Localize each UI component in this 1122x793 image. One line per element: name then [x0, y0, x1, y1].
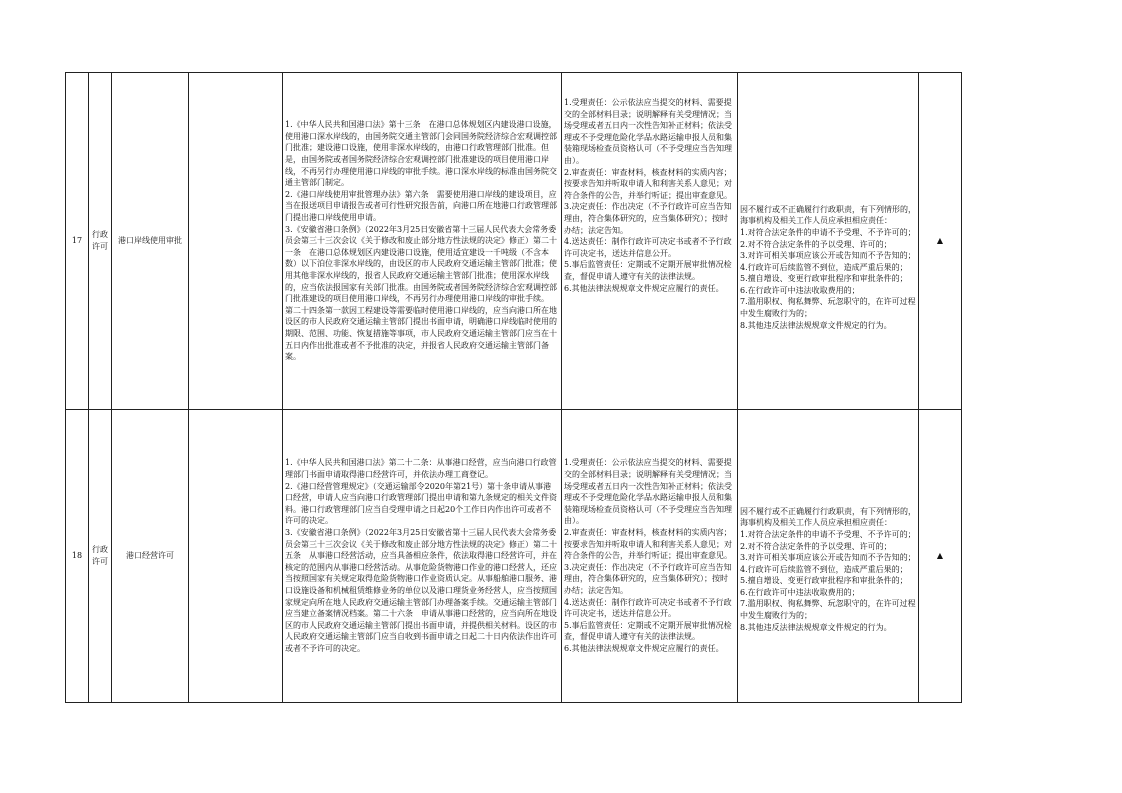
liability-item: 4.行政许可后续监管不到位，造成严重后果的； — [740, 564, 908, 574]
duty-item: 2.审查责任：审查材料，核查材料的实质内容；按要求告知并听取申请人和利害关系人意见；对符合条件的公告，并举行听证；提出审查意见。 — [564, 528, 732, 561]
liability-item: 6.在行政许可中违法收取费用的； — [740, 285, 860, 295]
duty-item: 3.决定责任：作出决定（不予行政许可应当告知理由，符合集体研究的，应当集体研究）；按时办结；法定告知。 — [564, 562, 732, 595]
liability-item: 6.在行政许可中违法收取费用的； — [740, 587, 860, 597]
duty-item: 4.送达责任：制作行政许可决定书或者不予行政许可决定书，送达并信息公开。 — [564, 597, 732, 619]
duty-item: 6.其他法律法规规章文件规定应履行的责任。 — [564, 643, 724, 653]
liability-cell — [738, 73, 919, 410]
liability-item: 1.对符合法定条件的申请不予受理、不予许可的； — [740, 227, 916, 237]
liability-item: 2.对不符合法定条件的予以受理、许可的； — [740, 239, 892, 249]
duty-cell — [562, 73, 738, 410]
table-row — [66, 73, 962, 410]
liability-item: 因不履行或不正确履行行政职责，有下列情形的，海事机构及相关工作人员应承担相应责任： — [740, 506, 916, 528]
duty-item: 1.受理责任：公示依法应当提交的材料、需要提交的全部材料目录；说明解释有关受理情况；当场受理或者五日内一次性告知补正材料；依法受理或不予受理危险化学品水路运输申报人员和集装箱现场检查员资格认可（不予受理应当告知理由）。 — [564, 458, 732, 526]
row-category: 行政许可 — [89, 410, 112, 703]
duty-item: 3.决定责任：作出决定（不予行政许可应当告知理由，符合集体研究的，应当集体研究）；按时办结；法定告知。 — [564, 202, 732, 235]
triangle-mark-icon: ▲ — [919, 410, 962, 703]
liability-item: 2.对不符合法定条件的予以受理、许可的； — [740, 541, 892, 551]
legal-basis-item: 3.《安徽省港口条例》（2022年3月25日安徽省第十三届人民代表大会常务委员会第三十三次会议《关于修改和废止部分地方性法规的决定》修正）第二十五条 从事港口经营活动，应当具备相应条件，依法取得港口经营许可，并在核定的范围内从事港口经营活动。从事危险货物港口作业的港口经营人，还应当按照国家有关规定取得危险货物港口作业资质认定。从事船舶港口服务、港口设施设备和机械租赁维修业务的单位以及港口理货业务经营人，应当按照国家规定向所在地人民政府交通运输主管部门办理备案手续。交通运输主管部门应当建立备案情况档案。第二十六条 申请从事港口经营的，应当向所在地设区的市人民政府交通运输主管部门提出书面申请，并提供相关材料。设区的市人民政府交通运输主管部门应当自收到书面申请之日起二十日内依法作出许可或者不予许可的决定。 — [285, 528, 557, 653]
legal-basis-item: 2.《港口经营管理规定》（交通运输部令2020年第21号）第十条申请从事港口经营，申请人应当向港口行政管理部门提出申请和第九条规定的相关文件资料。港口行政管理部门应当自受理申请之日起20个工作日内作出许可或者不许可的决定。 — [285, 481, 557, 526]
duty-item: 5.事后监管责任：定期或不定期开展审批情况检查，督促申请人遵守有关的法律法规。 — [564, 260, 732, 281]
liability-cell — [738, 410, 919, 703]
empty-cell — [189, 73, 283, 410]
liability-item: 5.擅自增设、变更行政审批程序和审批条件的； — [740, 576, 908, 586]
row-index: 18 — [66, 410, 89, 703]
liability-item: 3.对许可相关事项应该公开或告知而不予告知的； — [740, 251, 916, 261]
duty-item: 6.其他法律法规规章文件规定应履行的责任。 — [564, 283, 724, 293]
item-name: 港口经营许可 — [112, 410, 189, 703]
duty-cell — [562, 410, 738, 703]
liability-item: 8.其他违反法律法规规章文件规定的行为。 — [740, 622, 892, 632]
legal-basis-item: 1.《中华人民共和国港口法》第二十二条：从事港口经营，应当向港口行政管理部门书面申请取得港口经营许可，并依法办理工商登记。 — [285, 458, 557, 480]
responsibility-table — [65, 72, 962, 703]
liability-item: 4.行政许可后续监管不到位，造成严重后果的； — [740, 262, 908, 272]
liability-item: 1.对符合法定条件的申请不予受理、不予许可的； — [740, 529, 916, 539]
row-index: 17 — [66, 73, 89, 410]
duty-item: 1.受理责任：公示依法应当提交的材料、需要提交的全部材料目录；说明解释有关受理情况；当场受理或者五日内一次性告知补正材料；依法受理或不予受理危险化学品水路运输申报人员和集装箱现场检查员资格认可（不予受理应当告知理由）。 — [564, 98, 732, 165]
legal-basis-item: 第二十四条第一款因工程建设等需要临时使用港口岸线的，应当向港口所在地设区的市人民政府交通运输主管部门提出书面申请，明确港口岸线临时使用的期限、范围、功能、恢复措施等事项，市人民政府交通运输主管部门应当在十五日内作出批准或者不予批准的决定，并报省人民政府交通运输主管部门备案。 — [285, 305, 557, 362]
liability-item: 7.滥用职权、徇私舞弊、玩忽职守的，在许可过程中发生腐败行为的； — [740, 297, 916, 319]
liability-item: 3.对许可相关事项应该公开或告知而不予告知的； — [740, 553, 916, 563]
duty-item: 2.审查责任：审查材料，核查材料的实质内容；按要求告知并听取申请人和利害关系人意见；对符合条件的公告，并举行听证；提出审查意见。 — [564, 167, 732, 200]
legal-basis-item: 3.《安徽省港口条例》（2022年3月25日安徽省第十三届人民代表大会常务委员会第三十三次会议《关于修改和废止部分地方性法规的决定》修正）第二十一条 在港口总体规划区内建设港口设施，使用适宜建设一千吨级（不含本数）以下泊位非深水岸线的，由设区的市人民政府交通运输主管部门批准；使用其他非深水岸线的，报省人民政府交通运输主管部门批准；使用深水岸线的，应当依法报国家有关部门批准。由国务院或者国务院经济综合宏观调控部门批准建设的项目使用港口岸线，不再另行办理使用港口岸线的审批手续。 — [285, 224, 557, 304]
triangle-mark-icon: ▲ — [919, 73, 962, 410]
legal-basis-cell — [283, 410, 562, 703]
liability-item: 8.其他违反法律法规规章文件规定的行为。 — [740, 320, 892, 330]
legal-basis-item: 1.《中华人民共和国港口法》第十三条 在港口总体规划区内建设港口设施，使用港口深水岸线的，由国务院交通主管部门会同国务院经济综合宏观调控部门批准；建设港口设施，使用非深水岸线的，由港口行政管理部门批准。但是，由国务院或者国务院经济综合宏观调控部门批准建设的项目使用港口岸线，不再另行办理使用港口岸线的审批手续。港口深水岸线的标准由国务院交通主管部门制定。 — [285, 120, 557, 188]
duty-item: 5.事后监管责任：定期或不定期开展审批情况检查，督促申请人遵守有关的法律法规。 — [564, 620, 732, 642]
liability-item: 5.擅自增设、变更行政审批程序和审批条件的； — [740, 274, 908, 284]
row-category: 行政许可 — [89, 73, 112, 410]
empty-cell — [189, 410, 283, 703]
table-row — [66, 410, 962, 703]
item-name: 港口岸线使用审批 — [112, 73, 189, 410]
liability-item: 7.滥用职权、徇私舞弊、玩忽职守的，在许可过程中发生腐败行为的； — [740, 599, 916, 621]
legal-basis-item: 2.《港口岸线使用审批管理办法》第六条 需要使用港口岸线的建设项目，应当在报送项目申请报告或者可行性研究报告前，向港口所在地港口行政管理部门提出港口岸线使用申请。 — [285, 189, 557, 223]
legal-basis-cell — [283, 73, 562, 410]
duty-item: 4.送达责任：制作行政许可决定书或者不予行政许可决定书，送达并信息公开。 — [564, 237, 732, 258]
liability-item: 因不履行或不正确履行行政职责，有下列情形的，海事机构及相关工作人员应承担相应责任： — [740, 204, 916, 226]
